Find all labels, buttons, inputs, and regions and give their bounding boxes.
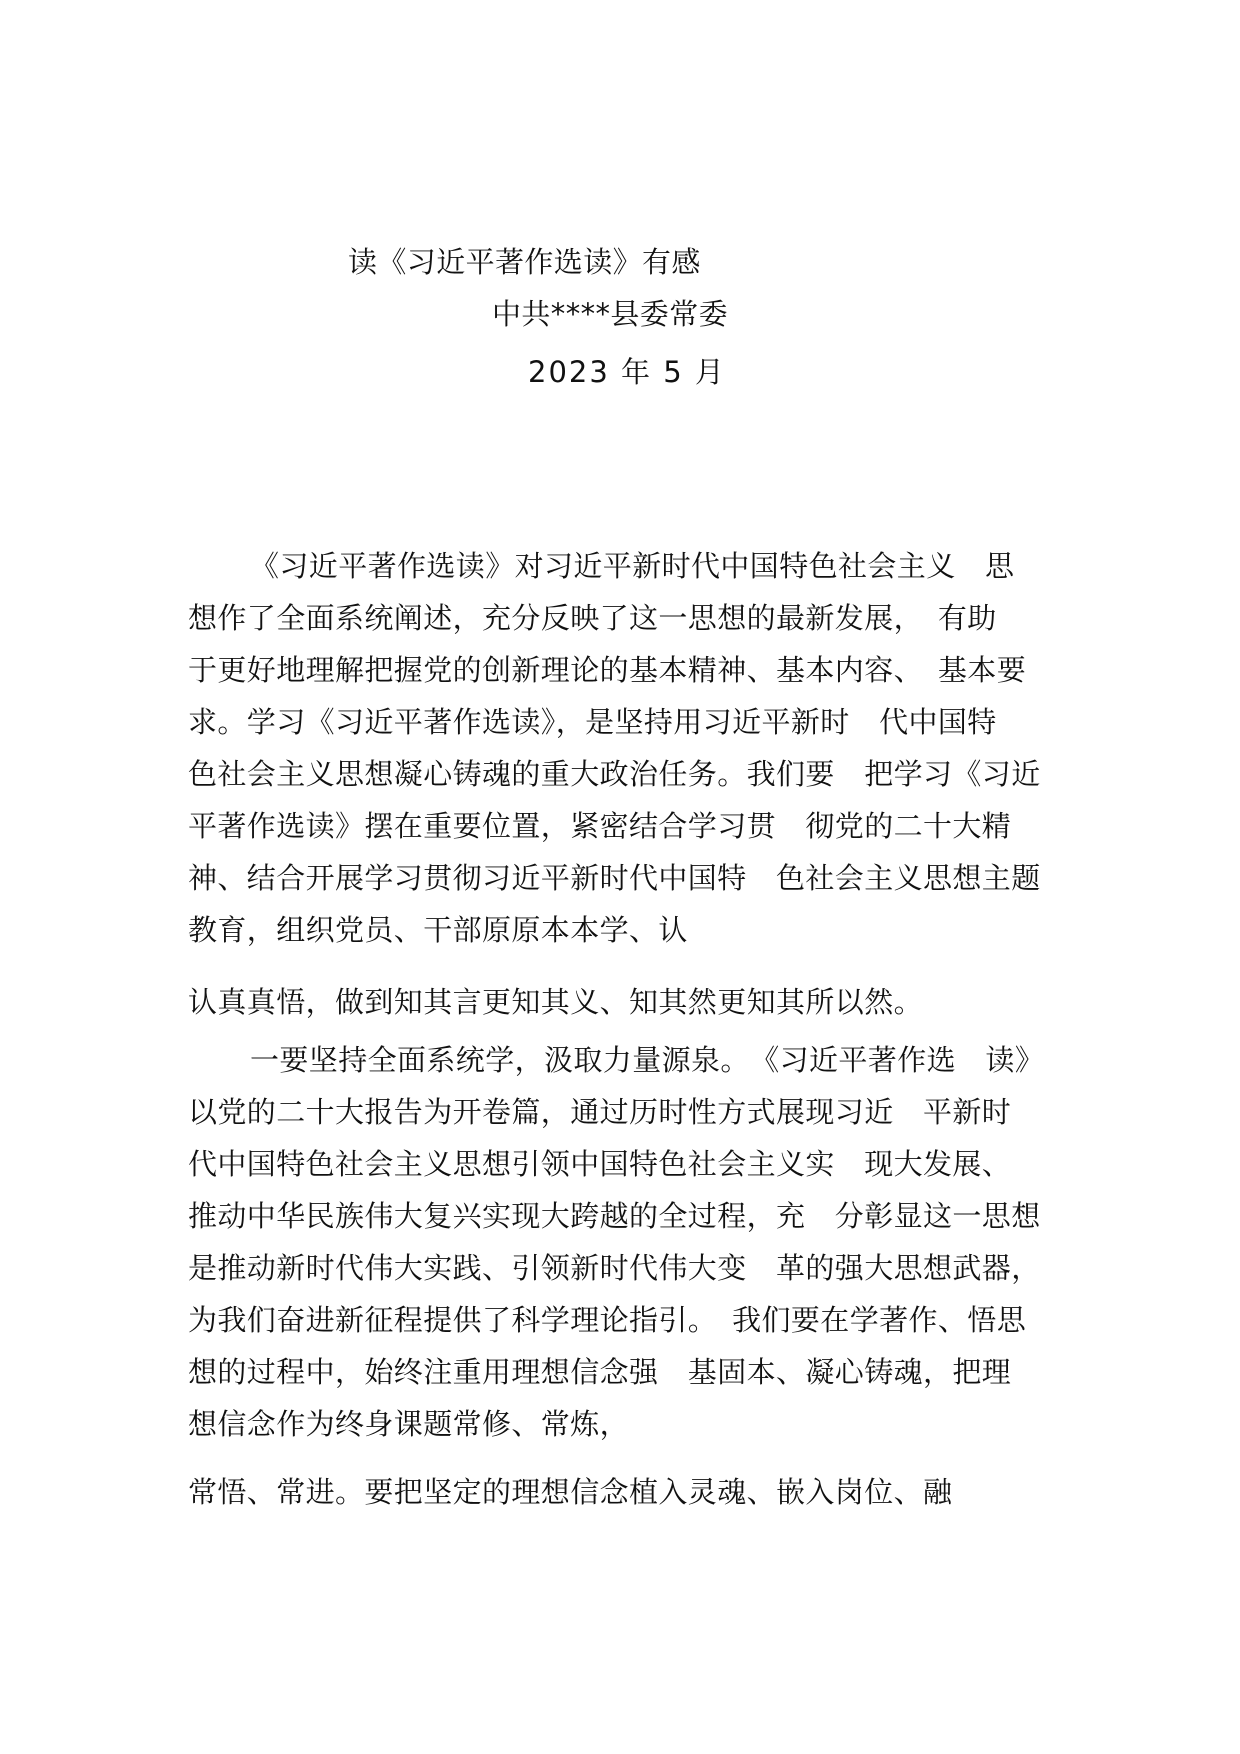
body-line: 色社会主义思想凝心铸魂的重大政治任务。我们要 把学习《习近: [188, 757, 1041, 791]
document-date: 2023 年 5 月: [528, 355, 726, 389]
body-line: 常悟、常进。要把坚定的理想信念植入灵魂、嵌入岗位、融: [188, 1475, 953, 1509]
body-line: 想的过程中，始终注重用理想信念强 基固本、凝心铸魂，把理: [188, 1355, 1012, 1389]
body-line: 神、结合开展学习贯彻习近平新时代中国特 色社会主义思想主题: [188, 861, 1041, 895]
body-line: 代中国特色社会主义思想引领中国特色社会主义实 现大发展、: [188, 1147, 1012, 1181]
body-line: 推动中华民族伟大复兴实现大跨越的全过程，充 分彰显这一思想: [188, 1199, 1041, 1233]
body-line: 于更好地理解把握党的创新理论的基本精神、基本内容、 基本要: [188, 653, 1027, 687]
body-line: 教育，组织党员、干部原原本本学、认: [188, 913, 688, 947]
body-line: 求。学习《习近平著作选读》，是坚持用习近平新时 代中国特: [188, 705, 997, 739]
document-author: 中共****县委常委: [492, 297, 729, 331]
document-title: 读《习近平著作选读》有感: [348, 245, 701, 279]
body-line: 一要坚持全面系统学，汲取力量源泉。 《习近平著作选 读》: [250, 1043, 1045, 1077]
body-line: 平著作选读》摆在重要位置，紧密结合学习贯 彻党的二十大精: [188, 809, 1012, 843]
body-line: 以党的二十大报告为开卷篇，通过历时性方式展现习近 平新时: [188, 1095, 1012, 1129]
body-line: 《习近平著作选读》对习近平新时代中国特色社会主义 思: [250, 549, 1015, 583]
body-line: 是推动新时代伟大实践、引领新时代伟大变 革的强大思想武器，: [188, 1251, 1041, 1285]
body-line: 想作了全面系统阐述，充分反映了这一思想的最新发展， 有助: [188, 601, 997, 635]
body-line: 想信念作为终身课题常修、常炼，: [188, 1407, 630, 1441]
body-line: 认真真悟，做到知其言更知其义、知其然更知其所以然。: [188, 985, 924, 1019]
body-line: 为我们奋进新征程提供了科学理论指引。 我们要在学著作、悟思: [188, 1303, 1027, 1337]
